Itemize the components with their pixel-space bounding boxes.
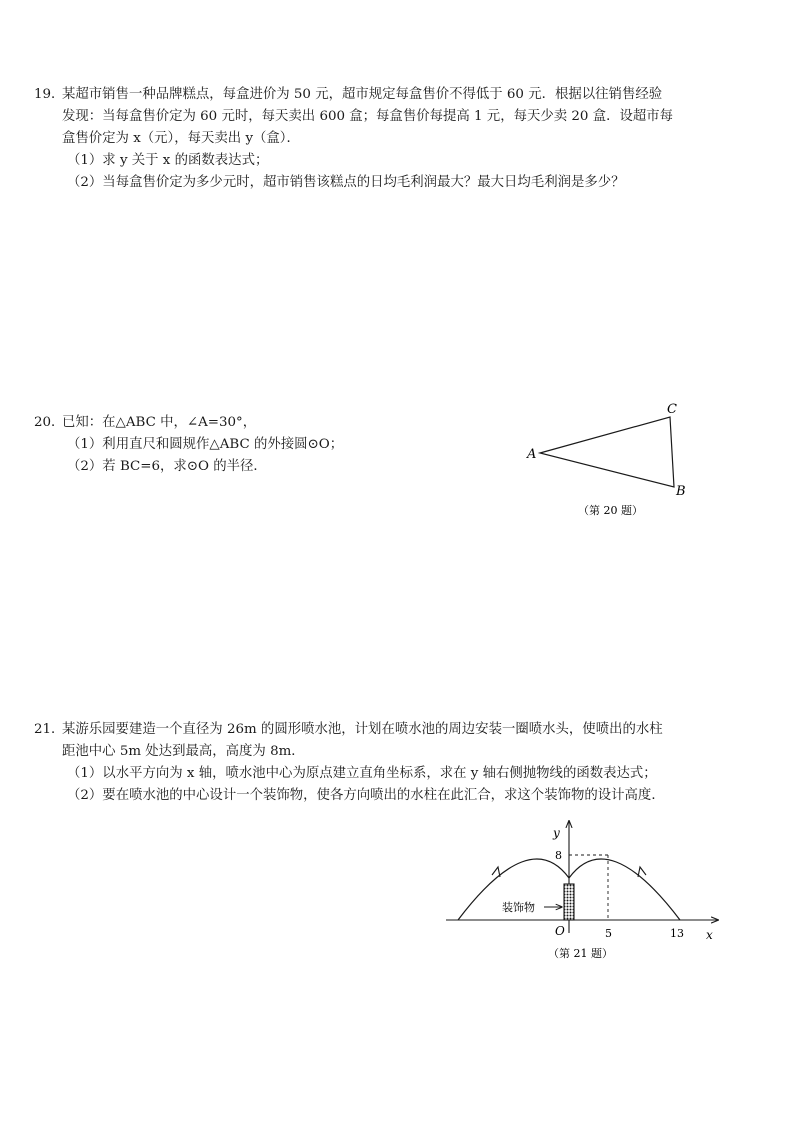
q21-part-1: （1）以水平方向为 x 轴，喷水池中心为原点建立直角坐标系，求在 y 轴右侧抛物线的函数表达式； — [67, 766, 657, 781]
figure-20-caption: （第 20 题） — [578, 504, 643, 517]
right-parabola — [569, 859, 680, 920]
q21-part-2: （2）要在喷水池的中心设计一个装饰物，使各方向喷出的水柱在此汇合，求这个装饰物的设计高度． — [67, 788, 665, 803]
ornament-label: 装饰物 — [502, 901, 535, 914]
triangle-abc — [540, 417, 674, 487]
y-axis-label: y — [553, 826, 560, 840]
question-21 — [34, 719, 734, 807]
question-19 — [34, 84, 734, 194]
triangle-abc-diagram — [520, 398, 700, 523]
q19-part-2: （2）当每盒售价定为多少元时，超市销售该糕点的日均毛利润最大？最大日均毛利润是多少？ — [67, 175, 625, 190]
q19-number: 19． — [34, 87, 65, 102]
figure-21-caption: （第 21 题） — [548, 947, 613, 960]
origin-label: O — [555, 924, 565, 938]
q20-part-2: （2）若 BC=6，求⊙O 的半径． — [67, 459, 267, 474]
q19-line-3: 盒售价定为 x（元），每天卖出 y（盒）． — [62, 131, 300, 146]
q19-part-1: （1）求 y 关于 x 的函数表达式； — [67, 153, 269, 168]
ornament-pillar — [564, 884, 574, 920]
q20-part-1: （1）利用直尺和圆规作△ABC 的外接圆⊙O； — [67, 437, 344, 452]
q20-figure — [520, 398, 700, 523]
q21-number: 21． — [34, 722, 65, 737]
tick-13-label: 13 — [670, 927, 684, 940]
tick-5-label: 5 — [605, 927, 612, 940]
q20-line-1: 20．已知：在△ABC 中，∠A=30°， — [34, 412, 734, 434]
q19-line-1: 19．某超市销售一种品牌糕点，每盒进价为 50 元，超市规定每盒售价不得低于 60 元．根据以往销售经验 — [34, 84, 734, 106]
vertex-c-label: C — [667, 402, 677, 417]
x-axis-label: x — [706, 928, 713, 942]
q20-number: 20． — [34, 415, 65, 430]
vertex-a-label: A — [527, 447, 537, 462]
q21-line-2: 距池中心 5m 处达到最高，高度为 8m． — [62, 744, 305, 759]
vertex-b-label: B — [676, 484, 686, 499]
q21-line-1: 21．某游乐园要建造一个直径为 26m 的圆形喷水池，计划在喷水池的周边安装一圈喷水头，使喷出的水柱 — [34, 719, 734, 741]
fountain-parabola-diagram — [440, 815, 730, 965]
q19-line-2: 发现：当每盒售价定为 60 元时，每天卖出 600 盒；每盒售价每提高 1 元，每天少卖 20 盒．设超市每 — [62, 109, 674, 124]
tick-8-label: 8 — [555, 849, 562, 862]
q21-figure — [440, 815, 730, 965]
